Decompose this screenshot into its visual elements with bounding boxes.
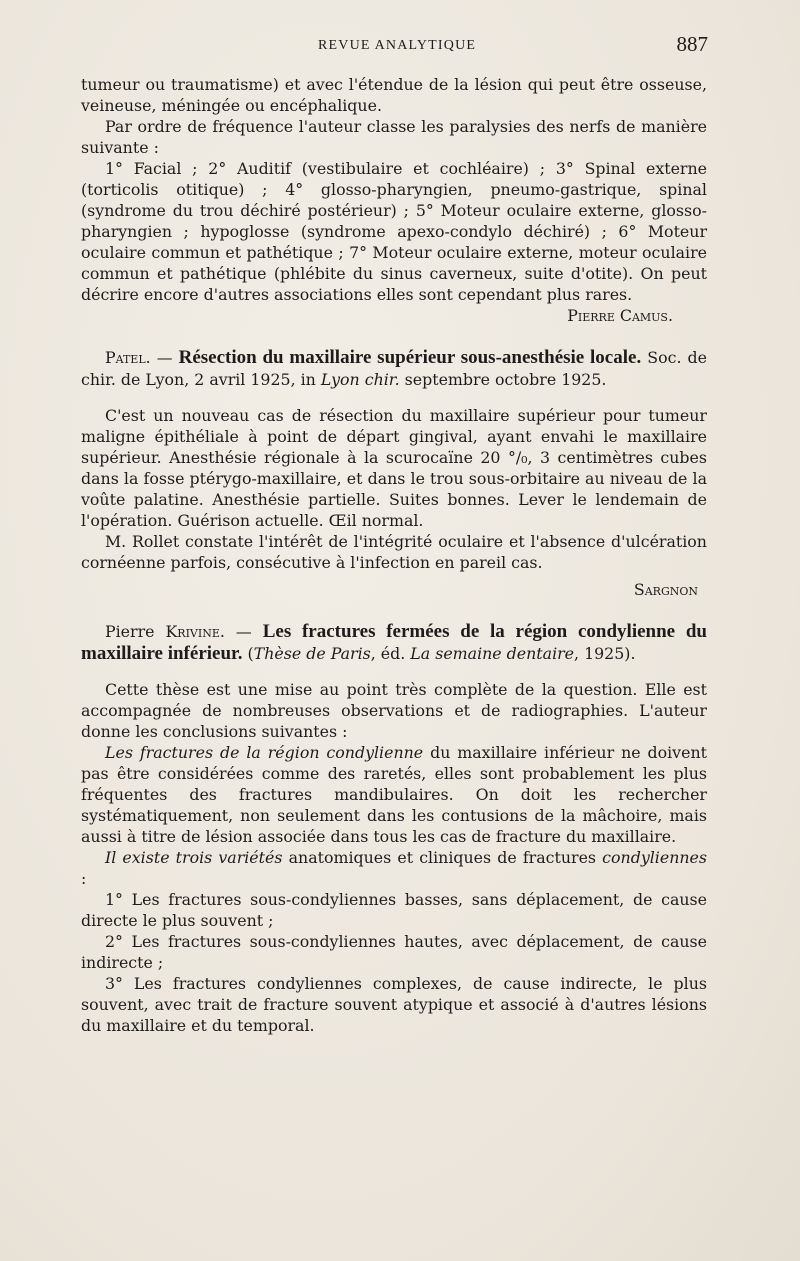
review-krivine-item-2: 2° Les fractures sous-condyliennes hautes, avec déplacement, de cause indirecte ;: [81, 932, 707, 972]
review-krivine-paragraph-3: [81, 847, 707, 889]
review-camus-signature-row: [81, 305, 707, 326]
review-krivine-p3-mid: anatomiques et cliniques de fractures: [282, 848, 603, 867]
review-krivine-source-close: , 1925).: [574, 644, 636, 663]
review-krivine-p3-italic-b: condyliennes: [602, 848, 707, 867]
running-head: REVUE ANALYTIQUE: [318, 38, 477, 53]
review-krivine-item-1: 1° Les fractures sous-condyliennes basses, sans déplacement, de cause directe le plus souvent ;: [81, 890, 707, 930]
review-patel-author: Patel.: [105, 348, 151, 367]
review-patel-title: Résection du maxillaire supérieur sous-anesthésie locale.: [178, 347, 642, 368]
review-patel-paragraph-1: C'est un nouveau cas de résection du maxillaire supérieur pour tumeur maligne épithéliale à point de départ gingival, ayant envahi le maxillaire supérieur. Anesthésie régionale à la scurocaïne 20 °/₀, 3 centimètres cubes dans la fosse ptérygo-maxillaire, et dans le trou sous-orbitaire au niveau de la voûte palatine. Anesthésie partielle. Suites bonnes. Lever le lendemain de l'opération. Guérison actuelle. Œil normal.: [81, 406, 707, 530]
page-header: [0, 30, 800, 60]
review-patel-signature: Sargnon: [633, 580, 698, 599]
review-camus-nerve-list: 1° Facial ; 2° Auditif (vestibulaire et cochléaire) ; 3° Spinal externe (torticolis otitique) ; 4° glosso-pharyngien, pneumo-gastrique, spinal (syndrome du trou déchiré postérieur) ; 5° Moteur oculaire externe, glosso-pharyngien ; hypoglosse (syndrome apexo-condylo déchiré) ; 6° Moteur oculaire commun et pathétique ; 7° Moteur oculaire externe, moteur oculaire commun et pathétique (phlébite du sinus caverneux, suite d'otite). On peut décrire encore d'autres associations elles sont cependant plus rares.: [81, 159, 707, 304]
review-patel-paragraph-2: M. Rollet constate l'intérêt de l'intégrité oculaire et l'absence d'ulcération cornéenne parfois, consécutive à l'infection en pareil cas.: [81, 532, 707, 572]
review-krivine-p2-italic: Les fractures de la région condylienne: [105, 743, 424, 762]
review-krivine: [81, 621, 707, 1036]
heading-gap: [81, 665, 707, 679]
review-krivine-p3-end: :: [81, 869, 87, 888]
review-camus-paragraph-2: Par ordre de fréquence l'auteur classe les paralysies des nerfs de manière suivante :: [81, 117, 707, 157]
review-patel-dash: —: [150, 348, 179, 367]
review-krivine-author-last: Krivine.: [165, 622, 225, 641]
review-krivine-paragraph-1: Cette thèse est une mise au point très complète de la question. Elle est accompagnée de nombreuses observations et de radiographies. L'auteur donne les conclusions suivantes :: [81, 680, 707, 741]
review-krivine-title: Les fractures fermées de la région condylienne du maxillaire inférieur.: [81, 621, 707, 664]
review-patel-journal: Lyon chir.: [320, 370, 400, 389]
page-content: [81, 74, 707, 1036]
review-krivine-dash: —: [224, 622, 263, 641]
page-number: 887: [676, 32, 708, 56]
review-krivine-author-first: Pierre: [105, 622, 166, 641]
review-patel-source-b: septembre octobre 1925.: [399, 370, 607, 389]
review-krivine-item-3: 3° Les fractures condyliennes complexes, de cause indirecte, le plus souvent, avec trait de fracture souvent atypique et associé à d'autres lésions du maxillaire et du temporal.: [81, 974, 707, 1035]
review-patel-heading: [81, 347, 707, 391]
review-krivine-source-open: (: [242, 644, 254, 663]
review-krivine-p2-rest: du maxillaire inférieur ne doivent pas être considérées comme des raretés, elles sont probablement les plus fréquentes des fractures mandibulaires. On doit les rechercher systématiquement, non seulement dans les contusions de la mâchoire, mais aussi à titre de lésion associée dans tous les cas de fracture du maxillaire.: [81, 743, 707, 846]
review-camus-signature: Pierre Camus.: [567, 306, 673, 325]
review-krivine-p3-italic-a: Il existe trois variétés: [105, 848, 283, 867]
review-camus-paragraph-1: tumeur ou traumatisme) et avec l'étendue de la lésion qui peut être osseuse, veineuse, méningée ou encéphalique.: [81, 75, 707, 115]
review-patel-source-a: Soc. de chir. de Lyon, 2 avril 1925, in: [81, 348, 707, 389]
heading-gap: [81, 391, 707, 405]
review-krivine-source-thesis: Thèse de Paris: [253, 644, 371, 663]
review-krivine-source-publisher: La semaine dentaire: [410, 644, 575, 663]
review-camus: [81, 74, 707, 326]
section-gap: [81, 326, 707, 347]
review-krivine-paragraph-2: [81, 742, 707, 847]
review-krivine-source-mid: , éd.: [370, 644, 411, 663]
review-patel: [81, 347, 707, 600]
section-gap: [81, 600, 707, 621]
review-krivine-heading: [81, 621, 707, 665]
